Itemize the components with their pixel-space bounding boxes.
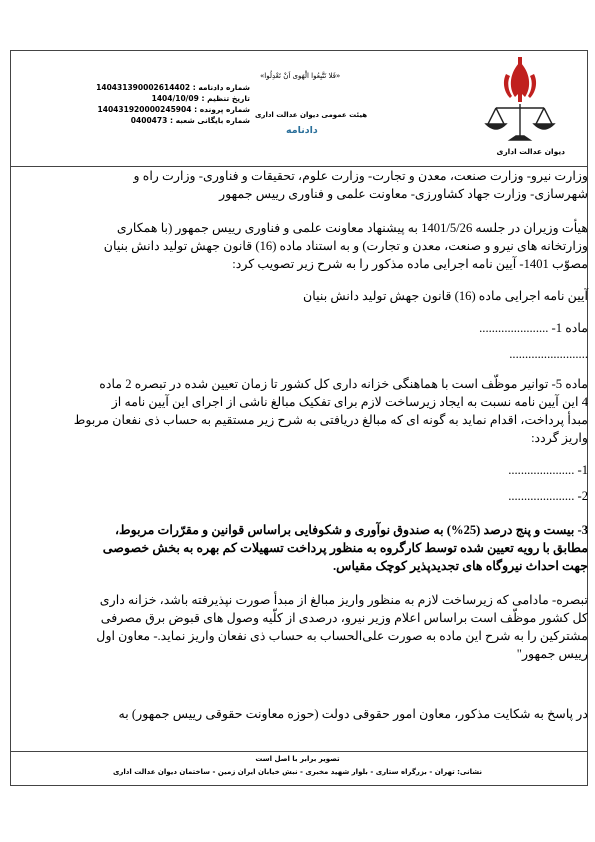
body-line: مصوّب 1401- آیین نامه اجرایی ماده مذکور را به شرح زیر تصویب کرد: (232, 257, 588, 271)
body-line: ماده 1- ...................... (479, 321, 588, 335)
meta-row: شماره بایگانی شعبه : 0400473 (130, 116, 250, 125)
iran-emblem-logo (480, 12, 560, 152)
address: نشانی: تهران - بزرگراه ستاری - بلوار شهید مخبری - نبش خیابان ایران زمین - ساختمان دیوان عدالت اداری (112, 768, 483, 776)
body-line: واریز گردد: (531, 431, 588, 445)
body-line: در پاسخ به شکایت مذکور، معاون امور حقوقی دولت (حوزه معاونت حقوقی رییس جمهور) به (118, 707, 588, 721)
document-type: دادنامه (286, 125, 318, 136)
meta-row: شماره پرونده : 140431920000245904 (97, 105, 250, 114)
body-line: وزارت نیرو- وزارت صنعت، معدن و تجارت- وزارت علوم، تحقیقات و فناوری- وزارت راه و (133, 169, 588, 183)
body-line: مشترکین را به شرح این ماده به صورت علی‌الحساب به حساب ذی نفعان واریز نماید.- معاون اول (96, 629, 588, 643)
footer-divider (11, 751, 587, 752)
body-line: هیأت وزیران در جلسه 1401/5/26 به پیشنهاد معاونت علمی و فناوری رییس جمهور (با همکاری (116, 221, 588, 235)
body-line: 1- ..................... (508, 463, 588, 477)
emblem-caption: دیوان عدالت اداری (496, 147, 565, 156)
body-line: مبدأ پرداخت، اقدام نماید به گونه ای که مبالغ دریافتی به شرح زیر مستقیم به حساب ذی نفعان مربوط (73, 413, 588, 427)
body-line: آیین نامه اجرایی ماده (16) قانون جهش تولید دانش بنیان (303, 289, 588, 303)
quran-verse: «فَلا تَتَّبِعُوا الْهَوى اَنْ تَعْدِلُوا» (260, 72, 341, 80)
meta-row: شماره دادنامه : 140431390002614402 (96, 83, 250, 92)
body-line: ماده 5- توانیر موظّف است با هماهنگی خزانه داری کل کشور تا زمان تعیین شده در تبصره 2 ماده (99, 377, 588, 391)
body-line: 3- بیست و پنج درصد (25%) به صندوق نوآوری و شکوفایی براساس قوانین و مقرّرات مربوط، (114, 523, 588, 537)
body-line: وزارتخانه های نیرو و صنعت، معدن و تجارت) و به استناد ماده (16) قانون جهش تولید دانش بنیان (103, 239, 588, 253)
body-line: تبصره- مادامی که زیرساخت لازم به منظور واریز مبالغ از مبدأ صورت نپذیرفته باشد، خزانه داری (99, 593, 588, 607)
body-line: جهت احداث نیروگاه های تجدیدپذیر کوچک مقیاس. (333, 559, 588, 573)
body-line: 2- ..................... (508, 489, 588, 503)
body-line: ......................... (509, 347, 588, 361)
body-line: 4 این آیین نامه نسبت به ایجاد زیرساخت لازم برای تفکیک مبالغ ناشی از اجرای این آیین نامه از (111, 395, 588, 409)
body-line: شهرسازی- وزارت جهاد کشاورزی- معاونت علمی و فناوری رییس جمهور (219, 187, 588, 201)
court-name: هیئت عمومی دیوان عدالت اداری (255, 111, 368, 119)
case-metadata (30, 82, 250, 126)
body-line: مطابق با رویه تعیین شده توسط کارگروه به منظور پرداخت تسهیلات کم بهره به بخش خصوصی (102, 541, 588, 555)
certification-note: تصویر برابر با اصل است (255, 755, 340, 763)
meta-row: تاریخ تنظیم : 1404/10/09 (151, 94, 250, 103)
body-line: کل کشور موظّف است براساس اعلام وزیر نیرو، درصدی از کلّیه وصول های قبوض برق مصرفی (100, 611, 588, 625)
body-line: رییس جمهور" (516, 647, 588, 661)
